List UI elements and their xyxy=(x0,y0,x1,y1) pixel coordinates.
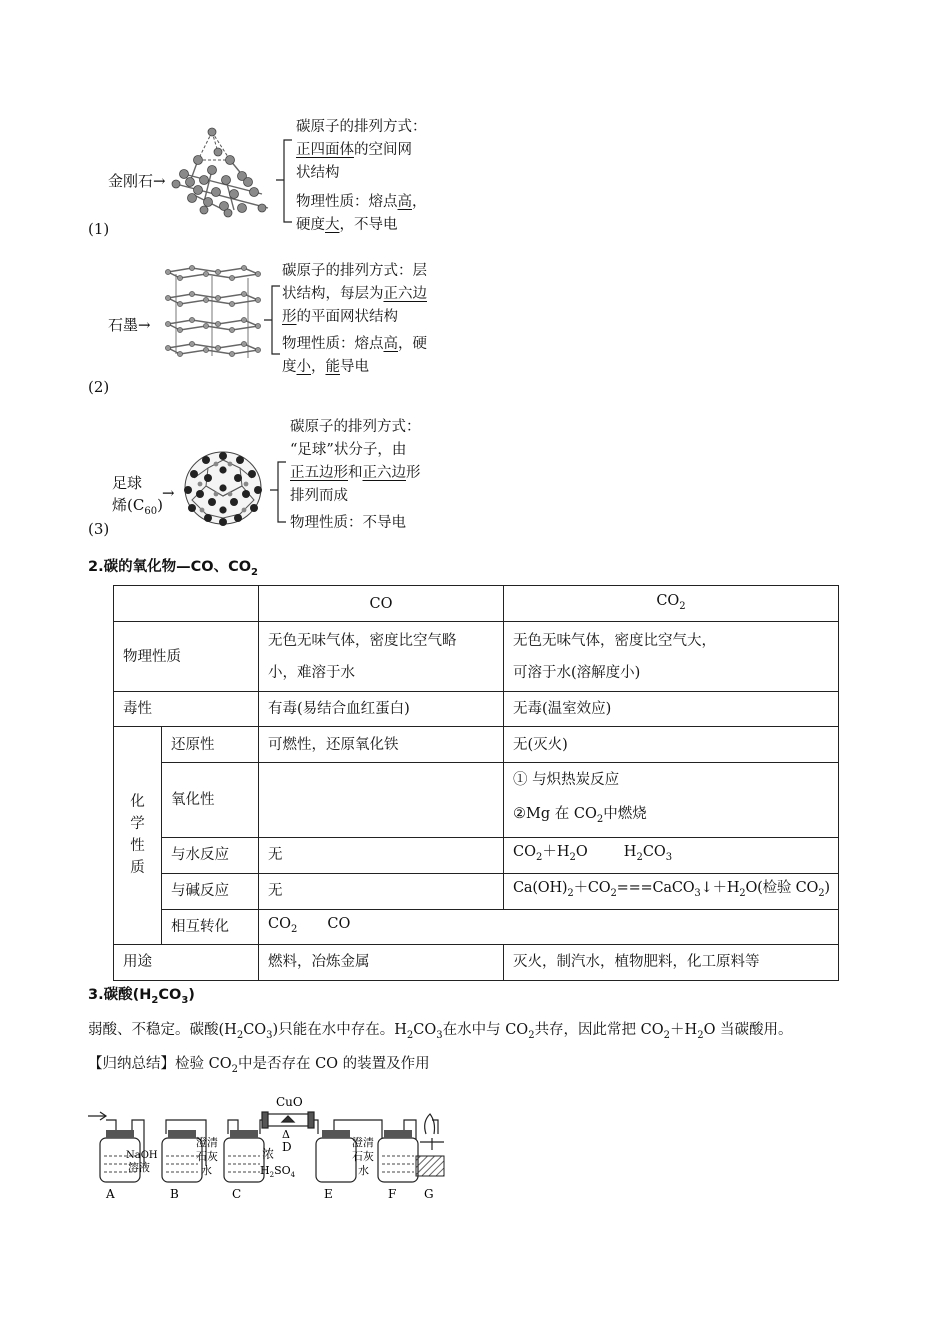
row-label-uses: 用途 xyxy=(114,944,259,980)
apparatus-letter-b: B xyxy=(170,1187,179,1201)
table-row xyxy=(114,622,839,692)
cell-co-base-reaction: 无 xyxy=(259,873,504,909)
graphite-structure-image xyxy=(162,264,262,364)
table-row xyxy=(114,909,839,944)
cell-co2-reducibility: 无(灭火) xyxy=(504,727,839,763)
cell-co-physical: 无色无味气体，密度比空气略 小，难溶于水 xyxy=(259,622,504,692)
cell-co-reducibility: 可燃性，还原氧化铁 xyxy=(259,727,504,763)
carbon-oxides-table xyxy=(113,585,839,981)
conc-label: 浓 xyxy=(262,1147,275,1161)
row-label-base-reaction: 与碱反应 xyxy=(162,873,259,909)
apparatus-letter-c: C xyxy=(232,1187,242,1201)
summary-line: 【归纳总结】检验 $CO_2$中是否存在 CO 的装置及作用 xyxy=(88,1056,430,1075)
cuo-label: CuO xyxy=(276,1095,303,1109)
row-label-water-reaction: 与水反应 xyxy=(162,837,259,873)
diamond-bracket xyxy=(274,136,294,226)
lime-water-2-label-3: 水 xyxy=(358,1164,369,1177)
cell-co-water-reaction: 无 xyxy=(259,837,504,873)
cell-co-toxicity: 有毒(易结合血红蛋白) xyxy=(259,692,504,727)
cell-co2-base-reaction: $Ca(OH)_2+CO_2===CaCO_3↓+H_2O$(检验 $CO_2$) xyxy=(504,873,839,909)
cell-co2-oxidizability: ① 与炽热炭反应 ②Mg 在 $CO_2$中燃烧 xyxy=(504,763,839,838)
lime-water-label-3: 水 xyxy=(201,1164,212,1177)
table-row xyxy=(114,727,839,763)
col-header-co: CO xyxy=(259,586,504,622)
diamond-notes: 碳原子的排列方式： 正四面体的空间网 状结构 物理性质：熔点高， 硬度大，不导电 xyxy=(296,119,427,233)
section3-title: 3.碳酸$(H_2CO_3)$ xyxy=(88,987,195,1006)
graphite-index: (2) xyxy=(88,378,110,396)
c60-label: 足球 烯$(C_{60})$ xyxy=(112,474,163,517)
apparatus-letter-a: A xyxy=(106,1187,115,1201)
table-row xyxy=(114,944,839,980)
table-row xyxy=(114,692,839,727)
carbonic-acid-paragraph: 弱酸、不稳定。碳酸$(H_2CO_3)$只能在水中存在。$H_2CO_3$在水中与 $CO_2$共存，因此常把 $CO_2+H_2O$ 当碳酸用。 xyxy=(88,1022,793,1041)
lime-water-2-label-1: 澄清 xyxy=(352,1136,374,1149)
h2so4-label: $H_2SO_4$ xyxy=(260,1164,296,1179)
cell-co2-water-reaction: $CO_2+H_2O$ $H_2CO_3$ xyxy=(504,837,839,873)
row-label-oxidizability: 氧化性 xyxy=(162,763,259,838)
row-label-chemical: 化 学 性 质 xyxy=(114,727,162,945)
cell-co-oxidizability xyxy=(259,763,504,838)
heat-symbol: Δ xyxy=(282,1128,290,1141)
c60-bracket xyxy=(268,460,288,524)
cell-co2-uses: 灭火，制汽水，植物肥料，化工原料等 xyxy=(504,944,839,980)
lime-water-label-2: 石灰 xyxy=(196,1150,218,1163)
co-detection-apparatus xyxy=(86,1094,448,1206)
table-row xyxy=(114,837,839,873)
c60-notes: 碳原子的排列方式： “足球”状分子，由 正五边形和正六边形 排列而成 物理性质：不导电 xyxy=(290,419,421,531)
naoh-label-2: 溶液 xyxy=(128,1161,150,1174)
table-row xyxy=(114,586,839,622)
row-label-toxicity: 毒性 xyxy=(114,692,259,727)
apparatus-letter-f: F xyxy=(388,1187,397,1201)
table-row xyxy=(114,763,839,838)
apparatus-letter-d: D xyxy=(282,1140,292,1154)
graphite-label: 石墨→ xyxy=(108,316,151,334)
lime-water-2-label-2: 石灰 xyxy=(352,1150,374,1163)
apparatus-letter-e: E xyxy=(324,1187,333,1201)
naoh-label-1: NaOH xyxy=(126,1150,158,1161)
diamond-structure-image xyxy=(168,122,272,220)
col-header-co2: $CO_2$ xyxy=(504,586,839,622)
c60-structure-image xyxy=(180,448,266,528)
lime-water-label-1: 澄清 xyxy=(196,1136,218,1149)
c60-arrow: → xyxy=(162,484,175,502)
cell-co-uses: 燃料，冶炼金属 xyxy=(259,944,504,980)
cell-interconversion: $CO_2$ CO xyxy=(259,909,839,944)
table-row xyxy=(114,873,839,909)
apparatus-letter-g: G xyxy=(424,1187,434,1201)
row-label-reducibility: 还原性 xyxy=(162,727,259,763)
row-label-physical: 物理性质 xyxy=(114,622,259,692)
cell-co2-toxicity: 无毒(温室效应) xyxy=(504,692,839,727)
diamond-index: (1) xyxy=(88,220,110,238)
cell-co2-physical: 无色无味气体，密度比空气大， 可溶于水(溶解度小) xyxy=(504,622,839,692)
diamond-label: 金刚石→ xyxy=(108,172,166,190)
row-label-interconversion: 相互转化 xyxy=(162,909,259,944)
graphite-notes: 碳原子的排列方式：层 状结构，每层为正六边 形的平面网状结构 物理性质：熔点高，硬 度小，能导电 xyxy=(282,263,427,375)
graphite-bracket xyxy=(262,284,282,356)
section2-title: 2.碳的氧化物—CO、$CO_2$ xyxy=(88,559,259,578)
c60-index: (3) xyxy=(88,520,110,538)
